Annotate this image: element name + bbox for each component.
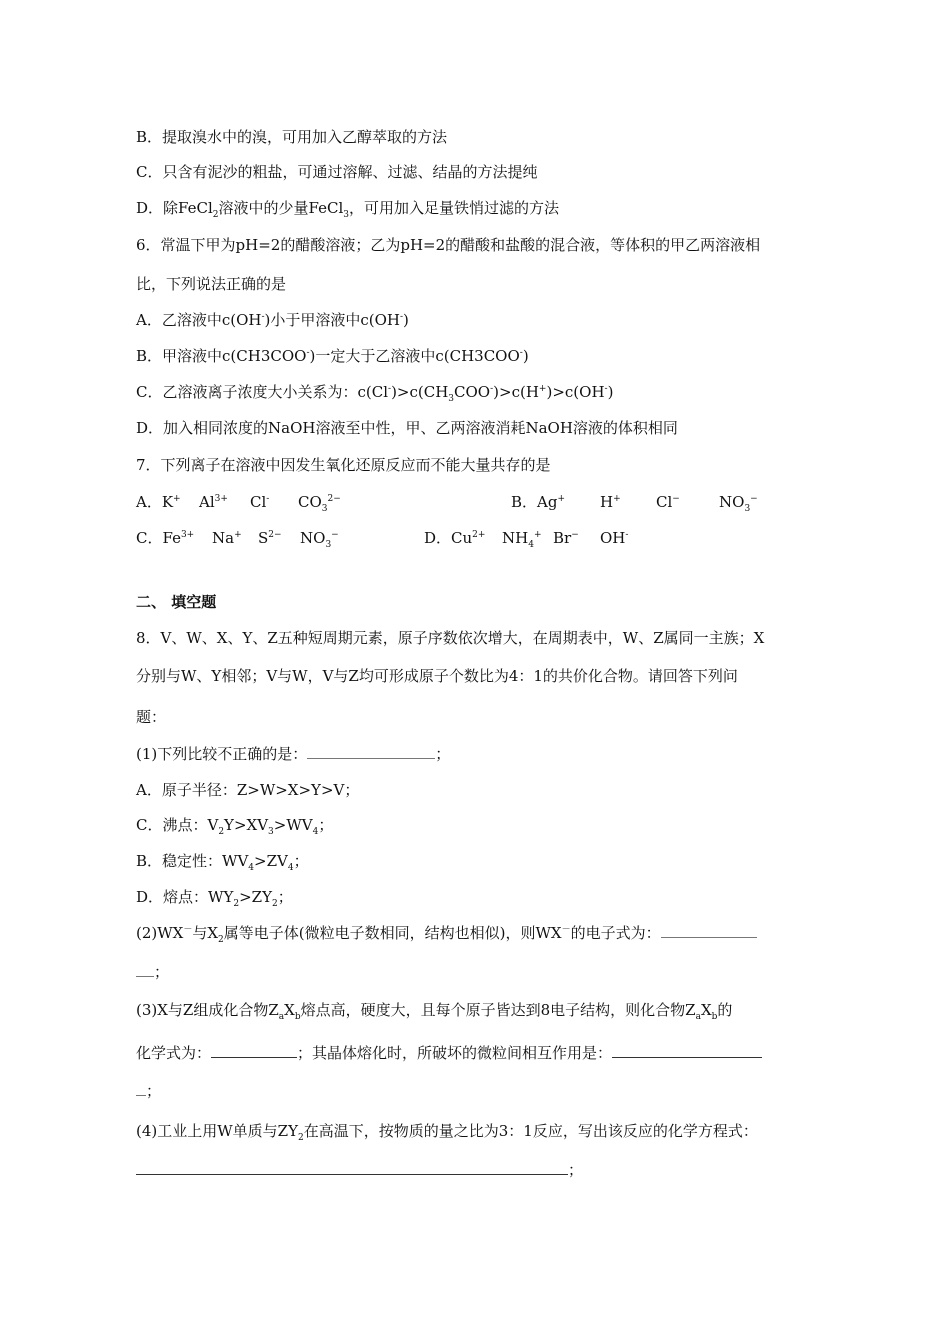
q6-option-a: A．乙溶液中c(OH-)小于甲溶液中c(OH-)	[136, 311, 409, 329]
q5-option-b: B．提取溴水中的溴，可用加入乙醇萃取的方法	[136, 128, 448, 146]
q8-part4: (4)工业上用W单质与$ZY_2$在高温下，按物质的量之比为3：1反应，写出该反应的化学方程式：	[136, 1122, 758, 1143]
answer-blank-3b-cont[interactable]	[136, 1081, 146, 1096]
q8-option-b: B．稳定性：$WV_4>ZV_4$；	[136, 852, 309, 873]
q8-option-a: A．原子半径：Z>W>X>Y>V；	[136, 781, 360, 799]
answer-blank-3a[interactable]	[211, 1043, 297, 1058]
q6-option-d: D．加入相同浓度的NaOH溶液至中性，甲、乙两溶液消耗NaOH溶液的体积相同	[136, 419, 678, 437]
answer-blank-2[interactable]	[661, 923, 757, 938]
answer-blank-2-cont[interactable]	[136, 962, 154, 977]
q5-option-c: C．只含有泥沙的粗盐，可通过溶解、过滤、结晶的方法提纯	[136, 163, 538, 181]
q8-option-c: C．沸点：$V_2Y>XV_3>WV_4$；	[136, 816, 334, 837]
q8-stem-line2: 分别与W、Y相邻；V与W，V与Z均可形成原子个数比为4：1的共价化合物。请回答下列问	[136, 667, 738, 685]
answer-blank-4[interactable]	[136, 1160, 568, 1175]
q8-stem-line1: 8．V、W、X、Y、Z五种短周期元素，原子序数依次增大，在周期表中，W、Z属同一主族；X	[136, 629, 765, 647]
q7-stem: 7．下列离子在溶液中因发生氧化还原反应而不能大量共存的是	[136, 456, 551, 474]
q5-option-d: D．除FeCl$_2$溶液中的少量FeCl$_3$，可用加入足量铁悄过滤的方法	[136, 199, 559, 220]
section-heading: 二、 填空题	[136, 593, 217, 611]
q8-part1: (1)下列比较不正确的是： ；	[136, 745, 451, 763]
q8-part2: (2)WX－与$X_2$属等电子体(微粒电子数相同，结构也相似)，则WX－的电子式为：	[136, 923, 757, 943]
answer-blank-1[interactable]	[307, 744, 435, 759]
answer-blank-3b[interactable]	[612, 1043, 762, 1058]
q8-option-d: D．熔点：$WY_2>ZY_2$；	[136, 888, 293, 909]
q8-part3: (3)X与Z组成化合物$Z_aX_b$熔点高，硬度大，且每个原子皆达到8电子结构，则化合物$Z_aX_b$的	[136, 1001, 733, 1022]
q8-stem-line3: 题：	[136, 708, 167, 726]
q8-part3-cont: ；	[136, 1081, 161, 1101]
q6-stem-line1: 6．常温下甲为pH=2的醋酸溶液；乙为pH=2的醋酸和盐酸的混合液，等体积的甲乙两溶液相	[136, 236, 761, 254]
q8-part3-line2: 化学式为： ；其晶体熔化时，所破坏的微粒间相互作用是：	[136, 1043, 762, 1063]
q6-option-c: C．乙溶液离子浓度大小关系为：$c(Cl^-)>c(CH_3COO^-)>c(H^+)>c(OH^-)$	[136, 383, 614, 404]
q6-option-b: B．甲溶液中c(CH3COO-)一定大于乙溶液中c(CH3COO-)	[136, 347, 529, 365]
q8-part2-cont: ；	[136, 962, 169, 982]
q6-stem-line2: 比，下列说法正确的是	[136, 275, 287, 293]
q8-part4-answer: ；	[136, 1160, 583, 1180]
